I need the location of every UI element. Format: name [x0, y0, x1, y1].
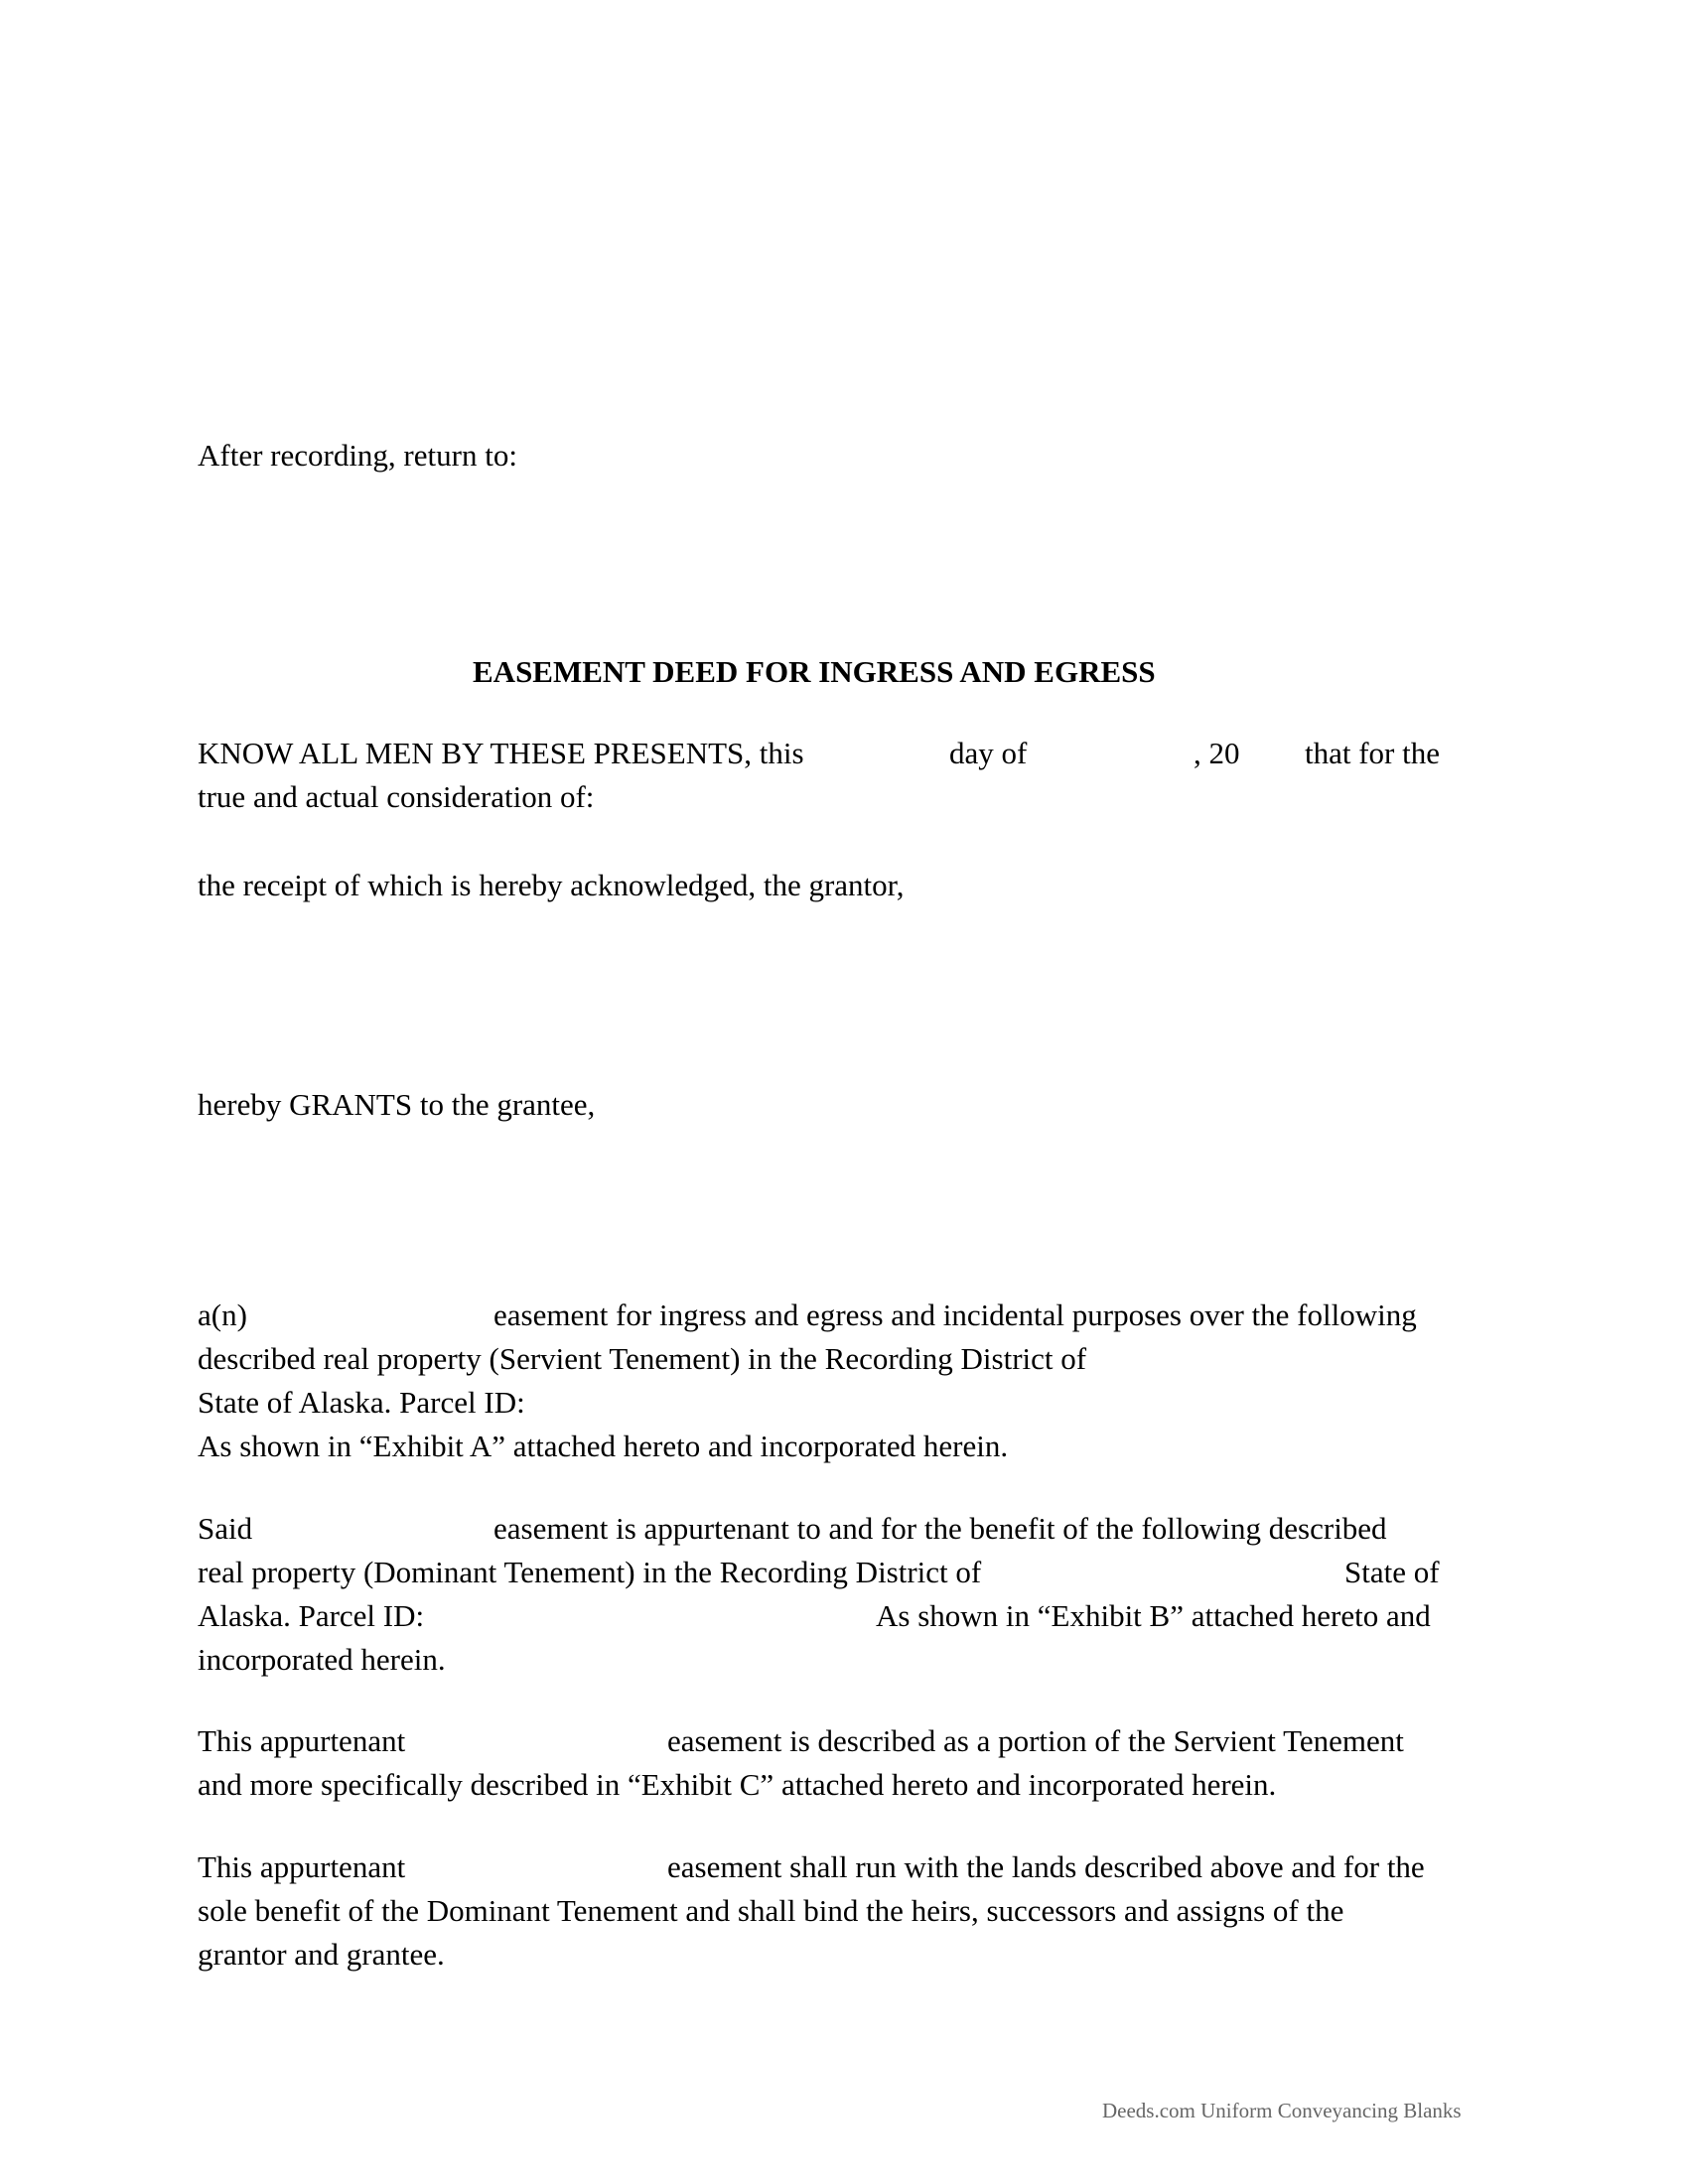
dominant-state-text: State of [1344, 1555, 1440, 1589]
said-text: Said [198, 1511, 253, 1546]
return-to-line: After recording, return to: [198, 438, 517, 473]
document-title: EASEMENT DEED FOR INGRESS AND EGRESS [473, 654, 1156, 689]
servient-district-line: described real property (Servient Tenement) in the Recording District of [198, 1341, 1087, 1376]
receipt-line: the receipt of which is hereby acknowledged, the grantor, [198, 868, 905, 902]
servient-easement-text: easement for ingress and egress and incidental purposes over the following [493, 1297, 1417, 1332]
day-of-text: day of [949, 736, 1028, 770]
footer-text: Deeds.com Uniform Conveyancing Blanks [1102, 2099, 1462, 2122]
exhibit-c-line: and more specifically described in “Exhibit C” attached hereto and incorporated herein. [198, 1767, 1277, 1802]
year-prefix-text: , 20 [1194, 736, 1240, 770]
incorporated-herein-line: incorporated herein. [198, 1642, 446, 1677]
heirs-successors-line: sole benefit of the Dominant Tenement and shall bind the heirs, successors and assigns of the [198, 1893, 1344, 1928]
exhibit-c-prefix: This appurtenant [198, 1723, 406, 1758]
appurtenant-benefit-text: easement is appurtenant to and for the benefit of the following described [493, 1511, 1387, 1546]
run-with-land-text: easement shall run with the lands described above and for the [667, 1849, 1425, 1884]
exhibit-c-easement-text: easement is described as a portion of the Servient Tenement [667, 1723, 1404, 1758]
that-for-the-text: that for the [1305, 736, 1441, 770]
dominant-parcel-line: Alaska. Parcel ID: [198, 1598, 425, 1633]
easement-type-prefix: a(n) [198, 1297, 247, 1332]
exhibit-b-text: As shown in “Exhibit B” attached hereto and [876, 1598, 1431, 1633]
dominant-district-line: real property (Dominant Tenement) in the Recording District of [198, 1555, 982, 1589]
consideration-line: true and actual consideration of: [198, 779, 595, 814]
exhibit-a-line: As shown in “Exhibit A” attached hereto and incorporated herein. [198, 1429, 1009, 1463]
run-with-land-prefix: This appurtenant [198, 1849, 406, 1884]
grantor-grantee-line: grantor and grantee. [198, 1937, 445, 1972]
grants-line: hereby GRANTS to the grantee, [198, 1087, 596, 1122]
servient-parcel-line: State of Alaska. Parcel ID: [198, 1385, 525, 1420]
know-all-men-text: KNOW ALL MEN BY THESE PRESENTS, this [198, 736, 804, 770]
